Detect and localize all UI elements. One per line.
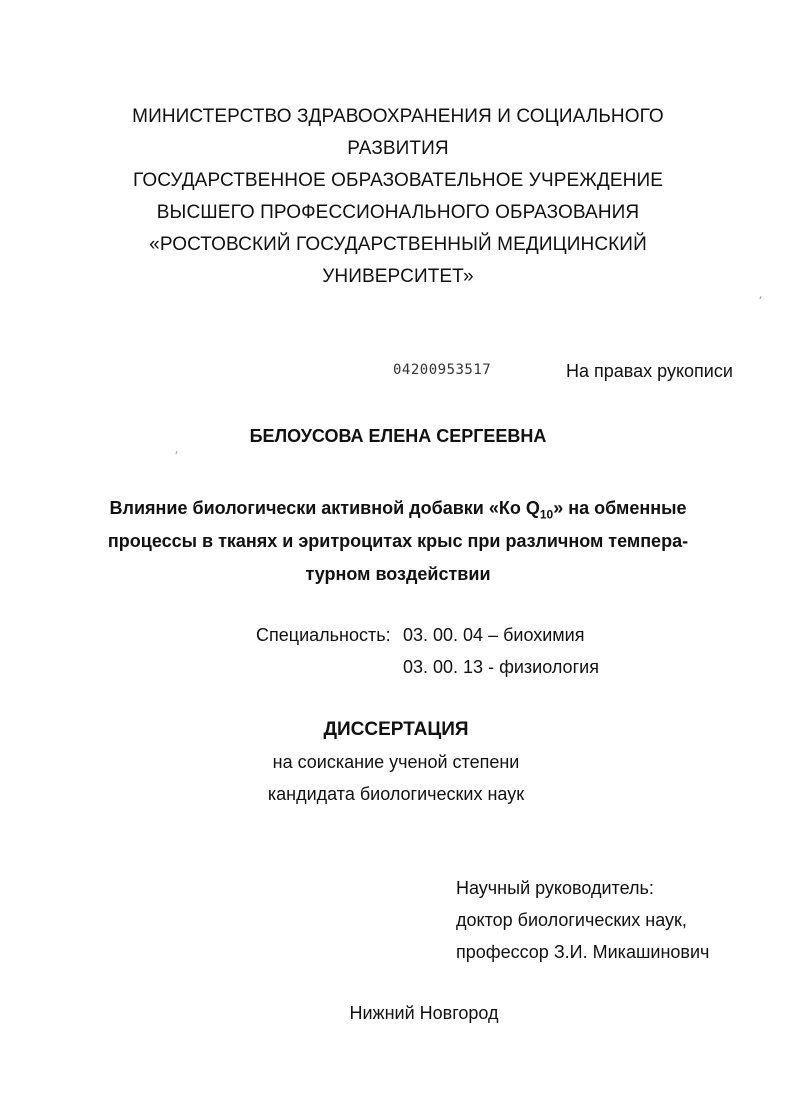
header-line-2: РАЗВИТИЯ — [347, 138, 449, 159]
author-name: БЕЛОУСОВА ЕЛЕНА СЕРГЕЕВНА — [249, 426, 547, 446]
registry-code: 04200953517 — [393, 362, 492, 378]
title-line-1-start: Влияние биологически активной добавки «Ко Q — [109, 498, 540, 518]
advisor-line-3: профессор З.И. Микашинович — [456, 942, 710, 962]
specialty-second: 03. 00. 13 - физиология — [403, 657, 599, 677]
specialty-label: Специальность: — [256, 625, 391, 645]
specialty-first: 03. 00. 04 – биохимия — [403, 625, 585, 645]
advisor-line-1: Научный руководитель: — [456, 878, 654, 898]
header-line-6: УНИВЕРСИТЕТ» — [322, 266, 474, 287]
title-line-1-end: » на обменные — [553, 498, 687, 518]
title-subscript: 10 — [539, 507, 554, 522]
manuscript-note: На правах рукописи — [566, 361, 733, 381]
dissertation-line-1: на соискание ученой степени — [272, 752, 520, 772]
header-line-4: ВЫСШЕГО ПРОФЕССИОНАЛЬНОГО ОБРАЗОВАНИЯ — [156, 202, 640, 223]
advisor-line-2: доктор биологических наук, — [456, 910, 687, 930]
scan-speck — [759, 296, 761, 299]
header-line-5: «РОСТОВСКИЙ ГОСУДАРСТВЕННЫЙ МЕДИЦИНСКИЙ — [149, 234, 647, 255]
dissertation-line-2: кандидата биологических наук — [267, 784, 525, 804]
city: Нижний Новгород — [349, 1003, 499, 1023]
header-line-1: МИНИСТЕРСТВО ЗДРАВООХРАНЕНИЯ И СОЦИАЛЬНОГО — [132, 106, 664, 127]
header-line-3: ГОСУДАРСТВЕННОЕ ОБРАЗОВАТЕЛЬНОЕ УЧРЕЖДЕНИЕ — [133, 170, 663, 191]
title-line-2: процессы в тканях и эритроцитах крыс при различном темпера- — [107, 531, 689, 551]
dissertation-heading: ДИССЕРТАЦИЯ — [323, 719, 469, 740]
title-line-1 — [0, 498, 796, 522]
title-line-3: турном воздействии — [305, 564, 491, 584]
scan-speck — [175, 451, 177, 454]
